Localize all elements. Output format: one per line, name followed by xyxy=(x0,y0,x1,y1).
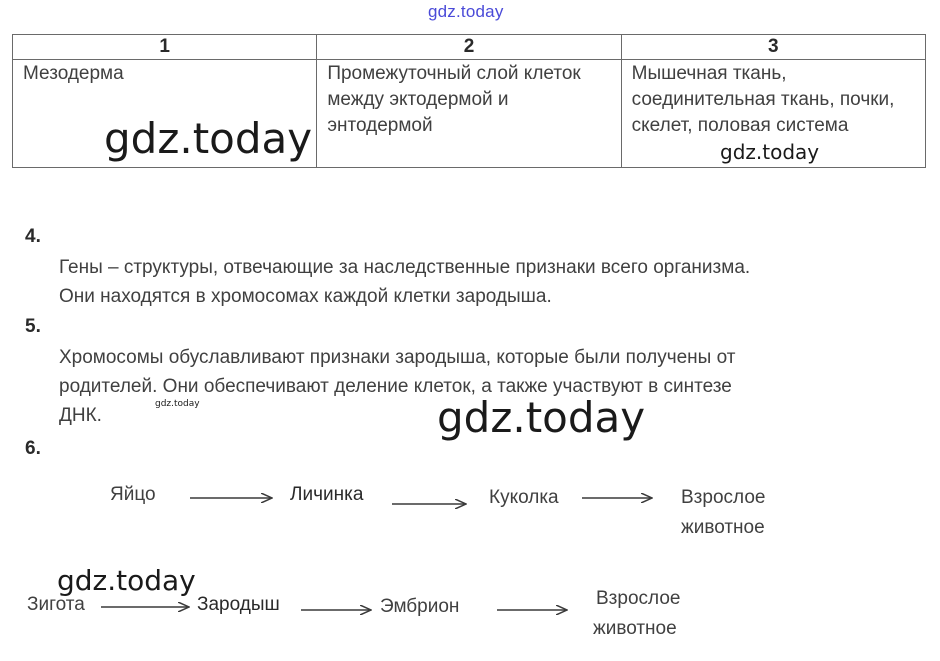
table-header-3: 3 xyxy=(621,35,925,60)
watermark-medium: gdz.today xyxy=(57,564,196,597)
q5-line-1: Хромосомы обуславливают признаки зародыша, которые были получены от xyxy=(59,347,736,368)
q4-line-2: Они находятся в хромосомах каждой клетки зародыша. xyxy=(59,286,552,307)
chain2-adult-line2: животное xyxy=(593,618,677,639)
q4-line-1: Гены – структуры, отвечающие за наследственные признаки всего организма. xyxy=(59,257,751,278)
q5-line-2: родителей. Они обеспечивают деление клеток, а также участвуют в синтезе xyxy=(59,376,732,397)
q6-number: 6. xyxy=(25,438,41,459)
watermark-top: gdz.today xyxy=(428,2,504,21)
chain2-germ: Зародыш xyxy=(197,594,280,615)
chain1-egg: Яйцо xyxy=(110,484,156,505)
table-cell-position: Промежуточный слой клеток между эктодермой и энтодермой xyxy=(317,60,621,168)
watermark-tiny: gdz.today xyxy=(155,399,200,409)
q4-number: 4. xyxy=(25,226,41,247)
q5-number: 5. xyxy=(25,316,41,337)
table-header-2: 2 xyxy=(317,35,621,60)
table-header-1: 1 xyxy=(13,35,317,60)
chain2-embryo: Эмбрион xyxy=(380,596,460,617)
chain2-adult-line1: Взрослое xyxy=(596,588,681,609)
chain1-larva: Личинка xyxy=(290,484,364,505)
chain1-adult-line2: животное xyxy=(681,517,765,538)
table-cell-germ-layer: Мезодерма xyxy=(13,60,317,168)
watermark-large-2: gdz.today xyxy=(437,393,646,442)
watermark-cell: gdz.today xyxy=(720,140,820,164)
q5-line-3: ДНК. xyxy=(59,405,102,426)
chain2-zygote: Зигота xyxy=(27,594,85,615)
chain1-adult-line1: Взрослое xyxy=(681,487,766,508)
table-cell-derivatives: Мышечная ткань, соединительная ткань, почки, скелет, половая система xyxy=(621,60,925,168)
chain1-pupa: Куколка xyxy=(489,487,559,508)
watermark-large-1: gdz.today xyxy=(104,114,313,163)
